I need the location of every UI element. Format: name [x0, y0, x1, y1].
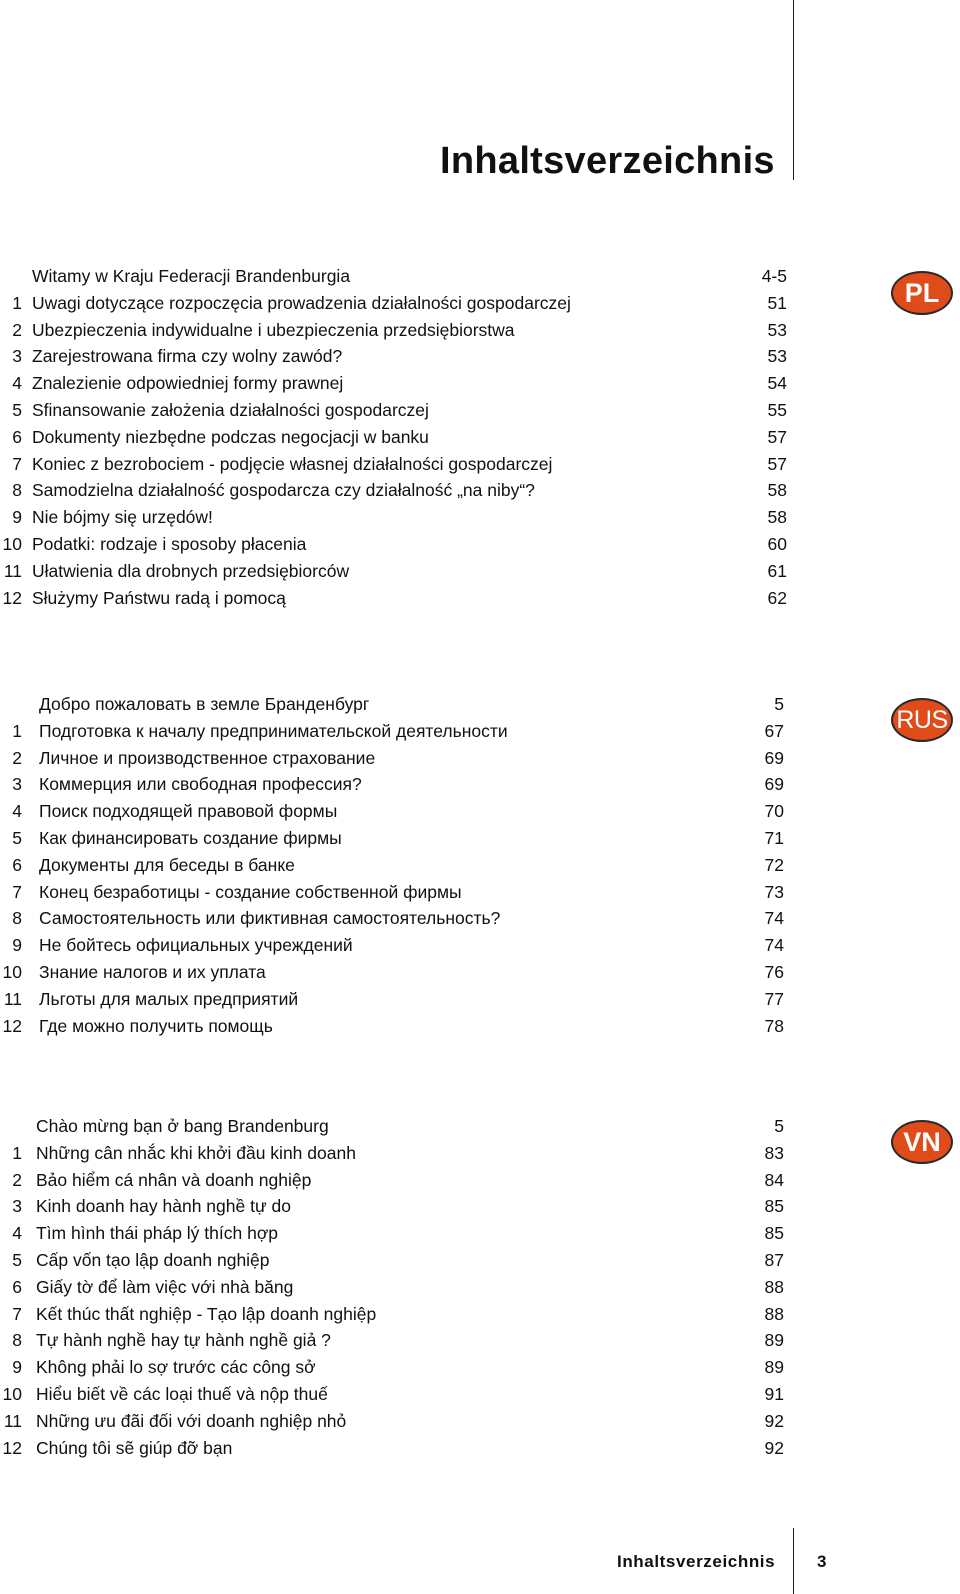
toc-entry: [0, 290, 800, 316]
footer-vertical-rule: [793, 1528, 794, 1594]
toc-entry-number: 12: [2, 1437, 22, 1458]
footer-page-number: 3: [817, 1552, 827, 1571]
toc-entry-page: 61: [767, 560, 787, 581]
toc-entry-number: 11: [3, 560, 22, 581]
toc-entry-page: 87: [764, 1250, 784, 1270]
toc-entry-number: 4: [12, 801, 22, 822]
toc-entry-page: 57: [767, 426, 787, 447]
toc-entry-title: Nie bójmy się urzędów!: [32, 507, 213, 528]
toc-entry: [0, 1381, 800, 1407]
toc-entry-number: 3: [12, 774, 22, 795]
toc-entry: [0, 504, 800, 530]
toc-entry: [0, 451, 800, 477]
toc-entry-page: 89: [764, 1357, 784, 1378]
toc-entry-number: 7: [12, 881, 22, 902]
toc-entry: [0, 343, 800, 369]
toc-entry-number: 7: [12, 1303, 22, 1324]
toc-entry-page: 91: [764, 1384, 784, 1404]
toc-entry-page: 88: [764, 1276, 784, 1297]
toc-entry-page: 74: [764, 908, 784, 929]
toc-entry-page: 51: [767, 292, 787, 313]
toc-entry: [0, 424, 800, 450]
toc-entry-page: 58: [767, 507, 787, 528]
toc-entry-number: 11: [3, 1410, 22, 1431]
toc-entry-title: Służymy Państwu radą i pomocą: [32, 587, 286, 608]
toc-entry-number: 2: [12, 319, 22, 340]
toc-entry: [0, 879, 800, 905]
toc-entry: [0, 745, 800, 771]
toc-entry-page: 58: [767, 480, 787, 501]
toc-entry-title: Không phải lo sợ trước các công sở: [36, 1357, 316, 1378]
toc-entry-page: 69: [764, 774, 784, 795]
toc-entry-number: 12: [2, 1015, 22, 1036]
toc-entry-number: 7: [12, 453, 22, 474]
toc-entry-title: Ułatwienia dla drobnych przedsiębiorców: [32, 560, 350, 581]
toc-entry-page: 77: [764, 988, 784, 1009]
toc-entry-number: 10: [2, 534, 22, 554]
toc-entry-title: Znalezienie odpowiedniej formy prawnej: [32, 373, 344, 394]
toc-entry-number: 8: [12, 908, 22, 929]
toc-entry-title: Podatki: rodzaje i sposoby płacenia: [32, 534, 307, 554]
toc-entry: [0, 558, 800, 584]
toc-entry-page: 83: [764, 1142, 784, 1163]
toc-entry: [0, 397, 800, 423]
toc-entry-page: 5: [774, 1116, 784, 1136]
toc-entry-number: 2: [12, 747, 22, 768]
toc-entry-title: Zarejestrowana firma czy wolny zawód?: [32, 346, 343, 367]
language-badge-pl: PL: [891, 271, 953, 315]
toc-entry-number: 8: [12, 1330, 22, 1351]
toc-entry: [0, 852, 800, 878]
toc-entry: [0, 718, 800, 744]
toc-entry-page: 54: [767, 373, 787, 394]
toc-entry-number: 5: [12, 1250, 22, 1270]
toc-entry: [0, 1435, 800, 1461]
toc-entry-page: 88: [764, 1303, 784, 1324]
toc-entry-page: 71: [764, 828, 784, 848]
toc-entry-page: 69: [764, 747, 784, 768]
toc-entry-page: 89: [764, 1330, 784, 1351]
toc-entry: [0, 1301, 800, 1327]
toc-entry-title: Tìm hình thái pháp lý thích hợp: [36, 1223, 279, 1244]
toc-entry-number: 3: [12, 346, 22, 367]
toc-entry-title: Самостоятельность или фиктивная самостоятельность?: [39, 908, 501, 929]
toc-entry: [0, 1274, 800, 1300]
toc-entry: [0, 771, 800, 797]
toc-entry-title: Những cân nhắc khi khởi đầu kinh doanh: [36, 1142, 356, 1163]
toc-entry-page: 67: [764, 720, 784, 741]
footer-title: Inhaltsverzeichnis: [617, 1552, 776, 1571]
toc-entry-number: 6: [12, 1276, 22, 1297]
toc-entry-number: 9: [12, 1357, 22, 1378]
toc-entry-number: 6: [12, 426, 22, 447]
toc-entry: [0, 825, 800, 851]
toc-entry-number: 1: [12, 292, 22, 313]
toc-entry-number: 10: [2, 1384, 22, 1404]
toc-entry-page: 57: [767, 453, 787, 474]
toc-entry-page: 73: [764, 881, 784, 902]
toc-entry-title: Witamy w Kraju Federacji Brandenburgia: [32, 266, 351, 286]
toc-entry-title: Dokumenty niezbędne podczas negocjacji w banku: [32, 426, 429, 447]
toc-entry: [0, 959, 800, 985]
toc-entry: [0, 1013, 800, 1039]
toc-entry: [0, 1220, 800, 1246]
top-vertical-rule: [793, 0, 794, 180]
toc-entry-number: 5: [12, 400, 22, 420]
toc-entry-title: Samodzielna działalność gospodarcza czy działalność „na niby“?: [32, 480, 535, 501]
toc-entry-title: Как финансировать создание фирмы: [39, 828, 342, 848]
toc-entry-title: Личное и производственное страхование: [39, 747, 376, 768]
toc-entry-number: 1: [12, 720, 22, 741]
toc-entry-number: 8: [12, 480, 22, 501]
toc-entry-title: Конец безработицы - создание собственной фирмы: [39, 881, 462, 902]
toc-entry-title: Chào mừng bạn ở bang Brandenburg: [36, 1116, 329, 1136]
toc-entry-number: 10: [2, 962, 22, 982]
toc-entry-page: 5: [774, 694, 784, 714]
toc-entry-title: Ubezpieczenia indywidualne i ubezpieczenia przedsiębiorstwa: [32, 319, 515, 340]
page-title: Inhaltsverzeichnis: [440, 140, 775, 182]
toc-entry-title: Документы для беседы в банке: [39, 854, 295, 875]
toc-entry: [0, 1113, 800, 1139]
toc-entry-title: Подготовка к началу предпринимательской деятельности: [39, 720, 508, 741]
toc-entry-title: Chúng tôi sẽ giúp đỡ bạn: [36, 1437, 233, 1458]
toc-entry-page: 72: [764, 854, 784, 875]
language-badge-vn: VN: [891, 1120, 953, 1164]
toc-entry-title: Знание налогов и их уплата: [39, 962, 266, 982]
toc-entry-page: 74: [764, 935, 784, 956]
toc-entry-number: 4: [12, 1223, 22, 1244]
toc-entry: [0, 798, 800, 824]
toc-entry-number: 6: [12, 854, 22, 875]
toc-entry-page: 60: [767, 534, 787, 554]
toc-entry: [0, 317, 800, 343]
toc-entry: [0, 905, 800, 931]
toc-entry-title: Добро пожаловать в земле Бранденбург: [39, 694, 370, 714]
toc-entry: [0, 370, 800, 396]
toc-entry-page: 92: [764, 1437, 784, 1458]
toc-entry: [0, 1140, 800, 1166]
toc-entry-title: Льготы для малых предприятий: [39, 988, 299, 1009]
language-badge-rus: RUS: [891, 698, 953, 742]
toc-entry-page: 84: [764, 1169, 784, 1190]
toc-entry-number: 11: [3, 988, 22, 1009]
toc-entry: [0, 932, 800, 958]
toc-entry: [0, 1327, 800, 1353]
toc-entry-title: Hiểu biết về các loại thuế và nộp thuế: [36, 1384, 328, 1404]
toc-entry-title: Поиск подходящей правовой формы: [39, 801, 338, 822]
toc-entry: [0, 531, 800, 557]
toc-entry-page: 92: [764, 1410, 784, 1431]
toc-entry-number: 4: [12, 373, 22, 394]
toc-entry-number: 1: [12, 1142, 22, 1163]
toc-entry-number: 12: [2, 587, 22, 608]
toc-entry-title: Bảo hiểm cá nhân và doanh nghiệp: [36, 1169, 312, 1190]
toc-entry-number: 9: [12, 935, 22, 956]
toc-entry-title: Не бойтесь официальных учреждений: [39, 935, 353, 956]
toc-entry: [0, 691, 800, 717]
toc-entry: [0, 1354, 800, 1380]
toc-entry-title: Где можно получить помощь: [39, 1015, 273, 1036]
toc-entry: [0, 1247, 800, 1273]
toc-entry-page: 53: [767, 346, 787, 367]
toc-entry-title: Tự hành nghề hay tự hành nghề giả ?: [36, 1330, 331, 1351]
toc-entry-title: Giấy tờ để làm việc với nhà băng: [36, 1276, 294, 1297]
toc-entry-title: Коммерция или свободная профессия?: [39, 774, 362, 795]
toc-entry-title: Những ưu đãi đối với doanh nghiệp nhỏ: [36, 1410, 347, 1431]
toc-entry-title: Koniec z bezrobociem - podjęcie własnej działalności gospodarczej: [32, 453, 553, 474]
toc-entry-page: 85: [764, 1196, 784, 1217]
toc-entry-page: 53: [767, 319, 787, 340]
toc-entry-title: Uwagi dotyczące rozpoczęcia prowadzenia działalności gospodarczej: [32, 292, 571, 313]
toc-entry: [0, 1408, 800, 1434]
toc-entry-page: 78: [764, 1015, 784, 1036]
toc-entry: [0, 986, 800, 1012]
toc-entry: [0, 477, 800, 503]
toc-entry-title: Kinh doanh hay hành nghề tự do: [36, 1196, 291, 1217]
toc-entry-title: Kết thúc thất nghiệp - Tạo lập doanh nghiệp: [36, 1303, 377, 1324]
toc-entry-number: 9: [12, 507, 22, 528]
toc-entry-page: 62: [767, 587, 787, 608]
toc-entry-page: 76: [764, 962, 784, 982]
toc-entry: [0, 1167, 800, 1193]
toc-entry: [0, 585, 800, 611]
toc-entry: [0, 263, 800, 289]
toc-entry-number: 5: [12, 828, 22, 848]
toc-entry: [0, 1193, 800, 1219]
toc-entry-page: 70: [764, 801, 784, 822]
toc-entry-page: 85: [764, 1223, 784, 1244]
toc-entry-number: 3: [12, 1196, 22, 1217]
toc-entry-page: 4-5: [761, 266, 787, 286]
toc-entry-title: Cấp vốn tạo lập doanh nghiệp: [36, 1250, 270, 1270]
toc-entry-title: Sfinansowanie założenia działalności gospodarczej: [32, 400, 429, 420]
toc-entry-number: 2: [12, 1169, 22, 1190]
toc-entry-page: 55: [767, 400, 787, 420]
